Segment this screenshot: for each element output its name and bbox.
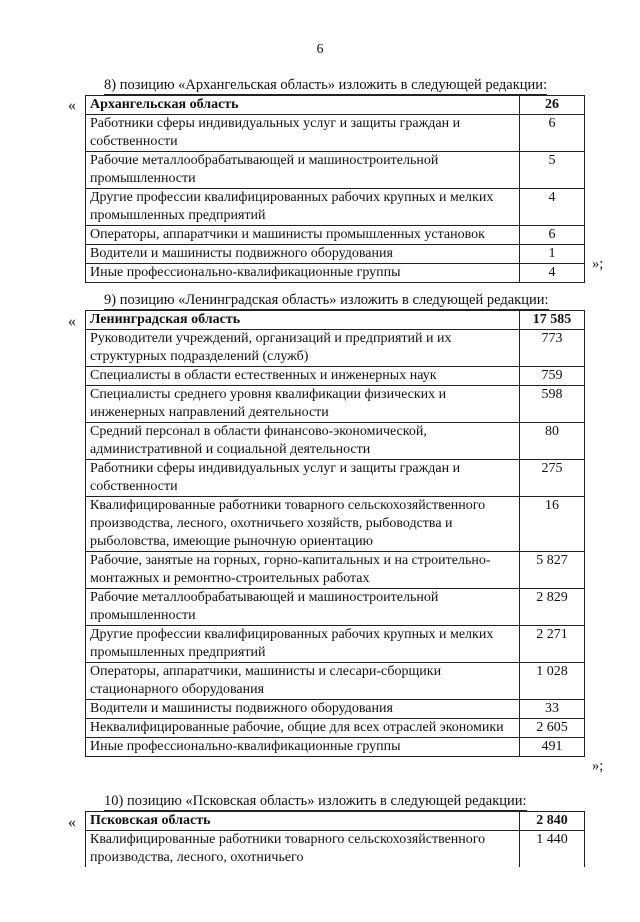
row-value: 598: [520, 386, 585, 423]
row-name: Иные профессионально-квалификационные группы: [86, 264, 520, 283]
row-name: Работники сферы индивидуальных услуг и защиты граждан и собственности: [86, 115, 520, 152]
row-name: Операторы, аппаратчики и машинисты промышленных установок: [86, 226, 520, 245]
row-name: Операторы, аппаратчики, машинисты и слесари-сборщики стационарного оборудования: [86, 663, 520, 700]
row-value: 773: [520, 330, 585, 367]
table-row: [86, 367, 585, 386]
row-value: 5 827: [520, 552, 585, 589]
table-row: [86, 663, 585, 700]
row-value: 6: [520, 115, 585, 152]
section-intro-leningrad: 9) позицию «Ленинградская область» изложить в следующей редакции:: [104, 292, 549, 308]
region-name: Ленинградская область: [86, 311, 520, 330]
row-name: Водители и машинисты подвижного оборудования: [86, 245, 520, 264]
row-name: Работники сферы индивидуальных услуг и защиты граждан и собственности: [86, 460, 520, 497]
table-row: [86, 245, 585, 264]
table-row: [86, 626, 585, 663]
table-pskov: [85, 811, 585, 867]
table-header-row: [86, 812, 585, 831]
row-value: 1: [520, 245, 585, 264]
table-row: [86, 189, 585, 226]
row-name: Неквалифицированные рабочие, общие для всех отраслей экономики: [86, 719, 520, 738]
close-quote: »;: [592, 758, 604, 774]
table-row: [86, 738, 585, 757]
table-row: [86, 589, 585, 626]
table-row: [86, 552, 585, 589]
region-total: 2 840: [520, 812, 585, 831]
section-intro-arkhangelsk: 8) позицию «Архангельская область» изложить в следующей редакции:: [104, 77, 548, 93]
table-row: [86, 700, 585, 719]
table-row: [86, 386, 585, 423]
row-name: Иные профессионально-квалификационные группы: [86, 738, 520, 757]
table-arkhangelsk: [85, 95, 585, 283]
row-name: Водители и машинисты подвижного оборудования: [86, 700, 520, 719]
table-row: [86, 497, 585, 552]
close-quote: »;: [592, 256, 604, 272]
region-total: 17 585: [520, 311, 585, 330]
row-name: Рабочие, занятые на горных, горно-капитальных и на строительно-монтажных и ремонтно-строительных работах: [86, 552, 520, 589]
table-leningrad: [85, 310, 585, 757]
table-row: [86, 423, 585, 460]
table-row: [86, 152, 585, 189]
table-header-row: [86, 96, 585, 115]
table-row: [86, 719, 585, 738]
row-name: Рабочие металлообрабатывающей и машиностроительной промышленности: [86, 589, 520, 626]
row-value: 1 028: [520, 663, 585, 700]
row-name: Другие профессии квалифицированных рабочих крупных и мелких промышленных предприятий: [86, 189, 520, 226]
row-value: 2 605: [520, 719, 585, 738]
row-value: 491: [520, 738, 585, 757]
row-name: Средний персонал в области финансово-экономической, административной и социальной деятельности: [86, 423, 520, 460]
row-value: 1 440: [520, 831, 585, 868]
region-name: Псковская область: [86, 812, 520, 831]
region-total: 26: [520, 96, 585, 115]
table-row: [86, 226, 585, 245]
table-row: [86, 264, 585, 283]
open-quote: «: [68, 814, 76, 831]
open-quote: «: [68, 313, 76, 330]
row-value: 275: [520, 460, 585, 497]
row-value: 4: [520, 264, 585, 283]
row-value: 80: [520, 423, 585, 460]
table-row: [86, 330, 585, 367]
region-name: Архангельская область: [86, 96, 520, 115]
row-value: 33: [520, 700, 585, 719]
row-value: 4: [520, 189, 585, 226]
row-name: Руководители учреждений, организаций и предприятий и их структурных подразделений (служб): [86, 330, 520, 367]
row-name: Другие профессии квалифицированных рабочих крупных и мелких промышленных предприятий: [86, 626, 520, 663]
page-number: 6: [316, 42, 324, 57]
row-value: 6: [520, 226, 585, 245]
row-name: Квалифицированные работники товарного сельскохозяйственного производства, лесного, охотничьего хозяйств, рыбоводства и рыболовства, имеющие рыночную ориентацию: [86, 497, 520, 552]
row-name: Рабочие металлообрабатывающей и машиностроительной промышленности: [86, 152, 520, 189]
row-name: Специалисты среднего уровня квалификации физических и инженерных направлений деятельности: [86, 386, 520, 423]
section-intro-pskov: 10) позицию «Псковская область» изложить в следующей редакции:: [104, 793, 527, 809]
row-value: 759: [520, 367, 585, 386]
row-name: Квалифицированные работники товарного сельскохозяйственного производства, лесного, охотничьего: [86, 831, 520, 868]
table-header-row: [86, 311, 585, 330]
table-row: [86, 831, 585, 868]
open-quote: «: [68, 97, 76, 114]
row-value: 16: [520, 497, 585, 552]
row-value: 5: [520, 152, 585, 189]
row-name: Специалисты в области естественных и инженерных наук: [86, 367, 520, 386]
table-row: [86, 460, 585, 497]
table-row: [86, 115, 585, 152]
row-value: 2 271: [520, 626, 585, 663]
row-value: 2 829: [520, 589, 585, 626]
